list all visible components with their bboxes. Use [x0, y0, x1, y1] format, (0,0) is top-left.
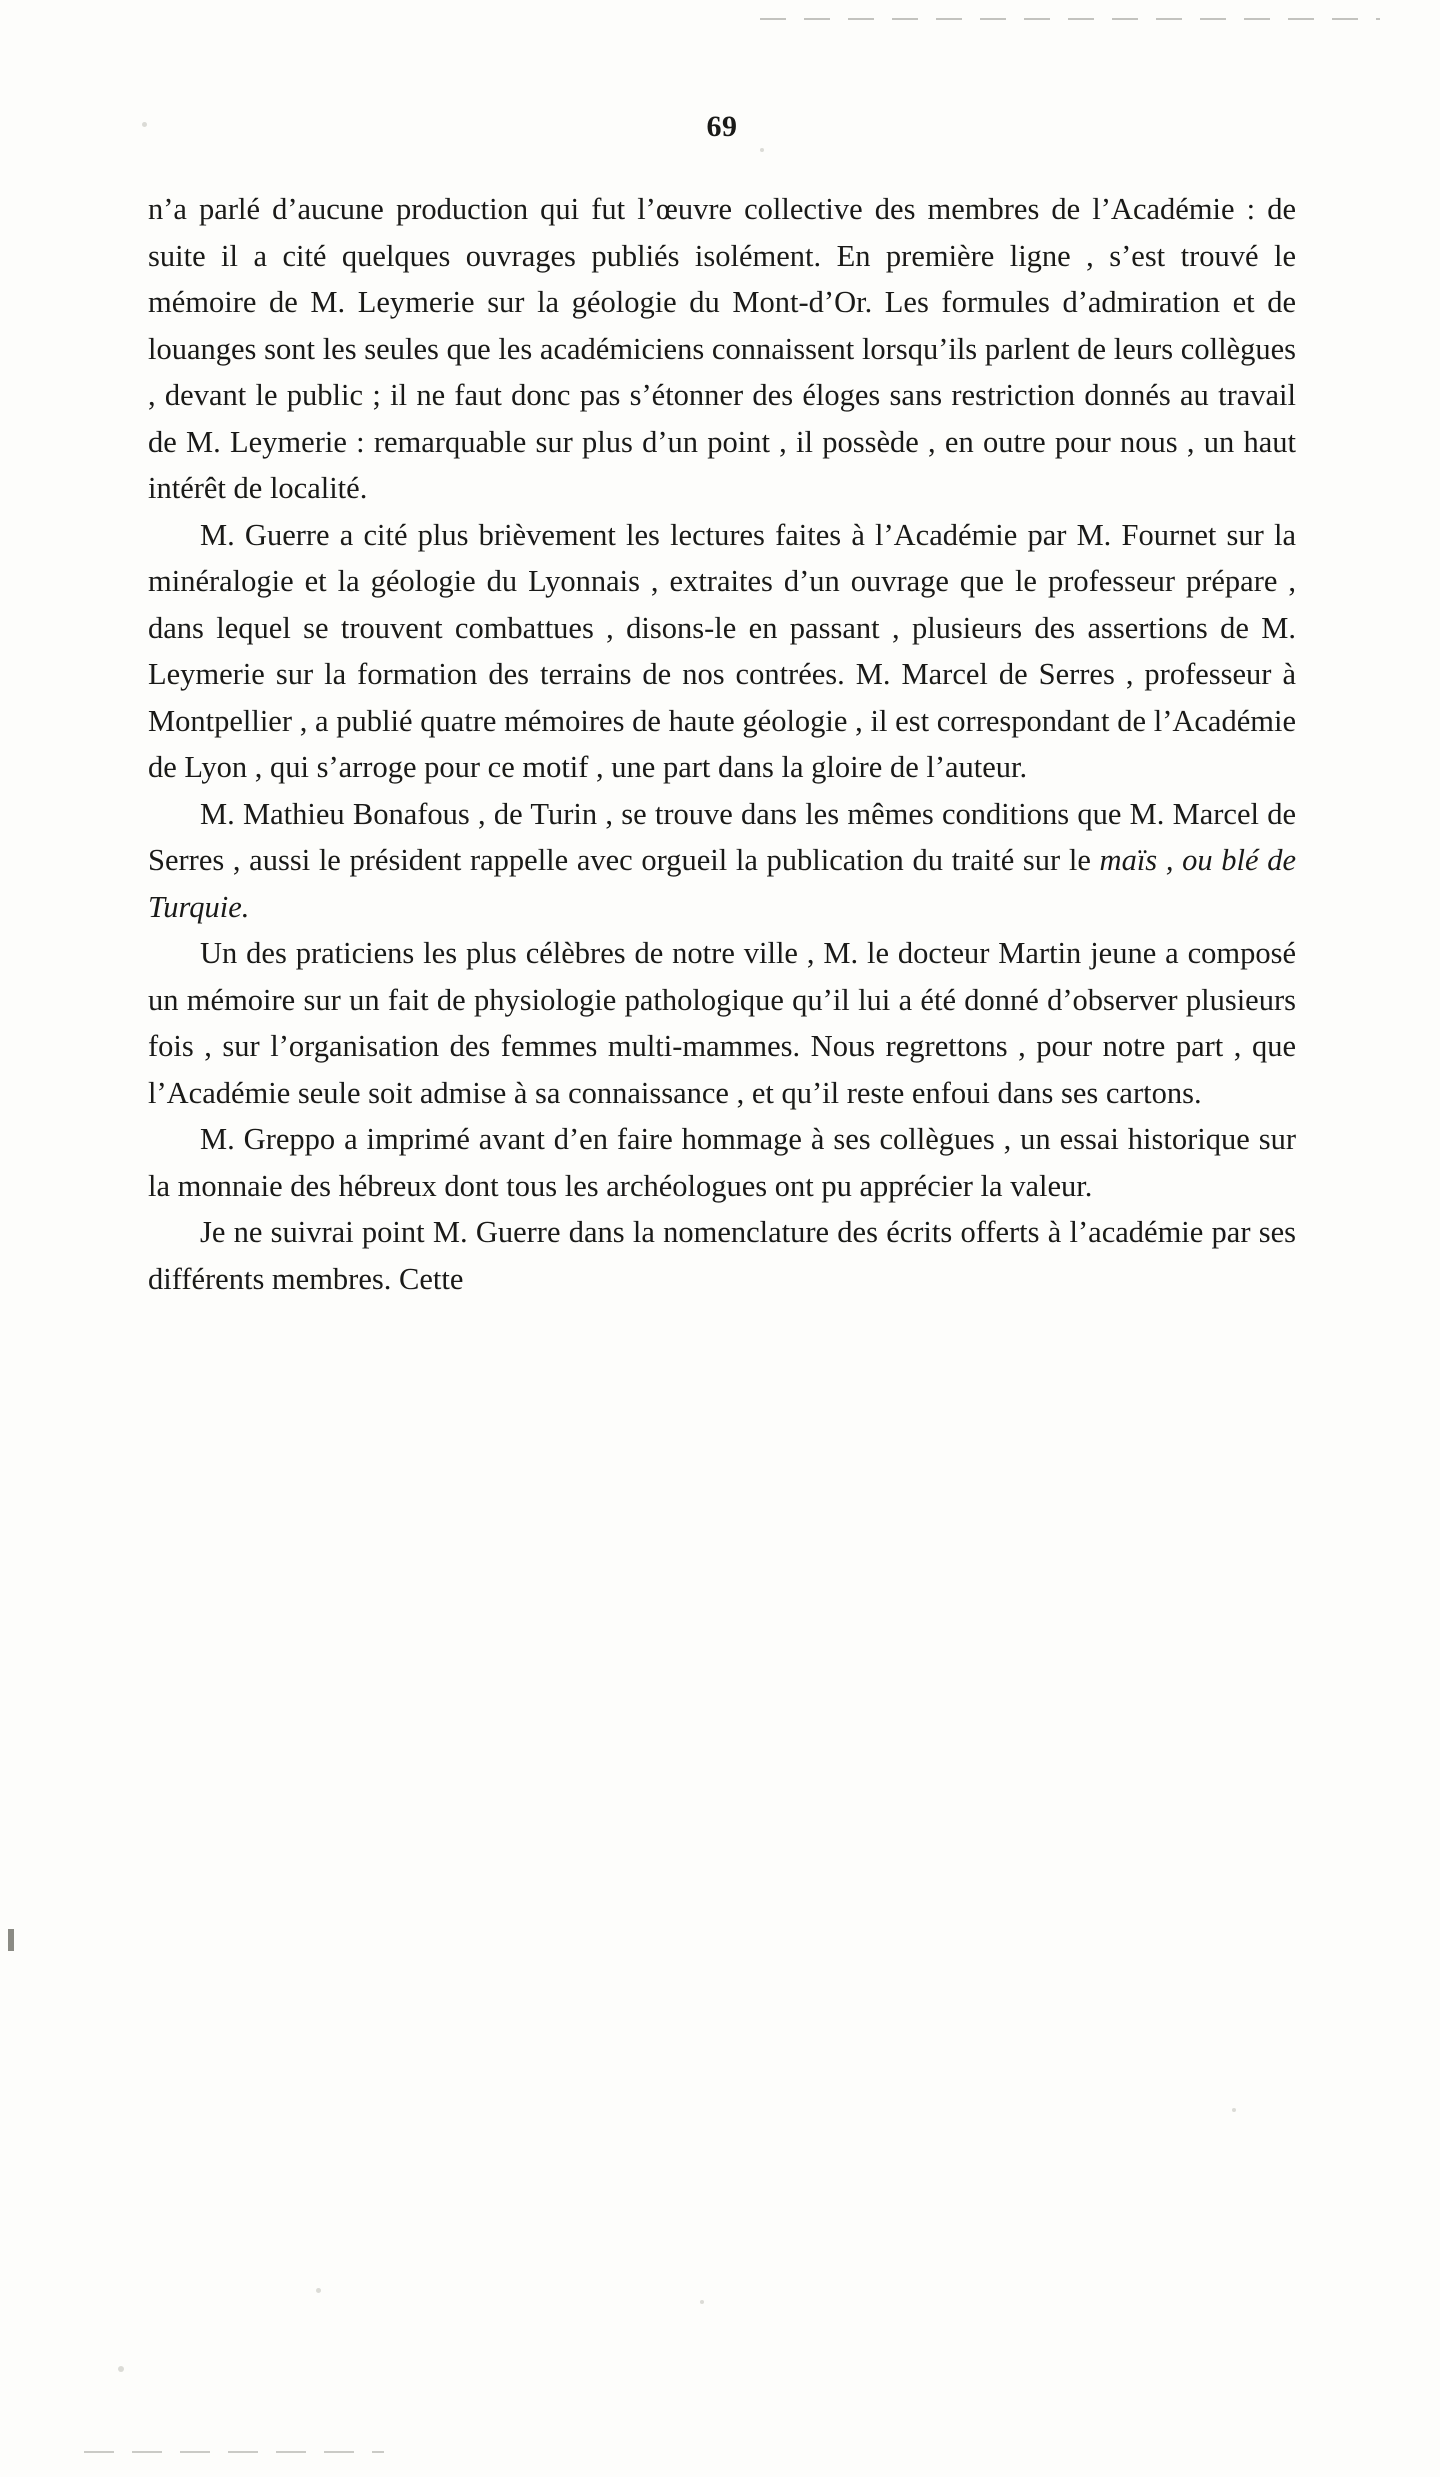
text-run: M. Mathieu Bonafous , de Turin , se trouve dans les mêmes conditions que M. Marcel de Serres , aussi le président rappelle avec orgueil la publication du traité sur le: [148, 796, 1296, 877]
scan-speck: [118, 2366, 124, 2372]
page-number: 69: [706, 110, 738, 143]
text-run: M. Guerre a cité plus brièvement les lectures faites à l’Académie par M. Fournet sur la minéralogie et la géologie du Lyonnais , extraites d’un ouvrage que le professeur prépare , dans lequel se trouvent combattues , disons-le en passant , plusieurs des assertions de M. Leymerie sur la formation des terrains de nos contrées. M. Marcel de Serres , professeur à Montpellier , a publié quatre mémoires de haute géologie , il est correspondant de l’Académie de Lyon , qui s’arroge pour ce motif , une part dans la gloire de l’auteur.: [148, 517, 1296, 784]
scan-speck: [700, 2300, 704, 2304]
paragraph: [148, 930, 1296, 1116]
page-content: [148, 110, 1296, 1302]
scan-artifact-top-rule: [760, 18, 1380, 20]
paragraph: [148, 512, 1296, 791]
text-run: Un des praticiens les plus célèbres de notre ville , M. le docteur Martin jeune a composé un mémoire sur un fait de physiologie pathologique qu’il lui a été donné d’observer plusieurs fois , sur l’organisation des femmes multi-mammes. Nous regrettons , pour notre part , que l’Académie seule soit admise à sa connaissance , et qu’il reste enfoui dans ses cartons.: [148, 936, 1296, 1110]
scan-artifact-left-mark: [8, 1929, 14, 1951]
scan-speck: [316, 2288, 321, 2293]
text-run: n’a parlé d’aucune production qui fut l’œuvre collective des membres de l’Académie : de suite il a cité quelques ouvrages publiés isolément. En première ligne , s’est trouvé le mémoire de M. Leymerie sur la géologie du Mont-d’Or. Les formules d’admiration et de louanges sont les seules que les académiciens connaissent lorsqu’ils parlent de leurs collègues , devant le public ; il ne faut donc pas s’étonner des éloges sans restriction donnés au travail de M. Leymerie : remarquable sur plus d’un point , il possède , en outre pour nous , un haut intérêt de localité.: [148, 192, 1296, 505]
scan-speck: [142, 122, 147, 127]
text-run-italic: maïs , ou blé de Turquie.: [148, 843, 1296, 924]
paragraph: [148, 186, 1296, 512]
text-run: M. Greppo a imprimé avant d’en faire hommage à ses collègues , un essai historique sur la monnaie des hébreux dont tous les archéologues ont pu apprécier la valeur.: [148, 1122, 1296, 1203]
paragraph: [148, 791, 1296, 931]
scan-speck: [1232, 2108, 1236, 2112]
scan-artifact-bottom-rule: [84, 2451, 384, 2453]
paragraph: [148, 1209, 1296, 1302]
body-text: [148, 186, 1296, 1302]
text-run: Je ne suivrai point M. Guerre dans la nomenclature des écrits offerts à l’académie par ses différents membres. Cette: [148, 1215, 1296, 1296]
paragraph: [148, 1116, 1296, 1209]
